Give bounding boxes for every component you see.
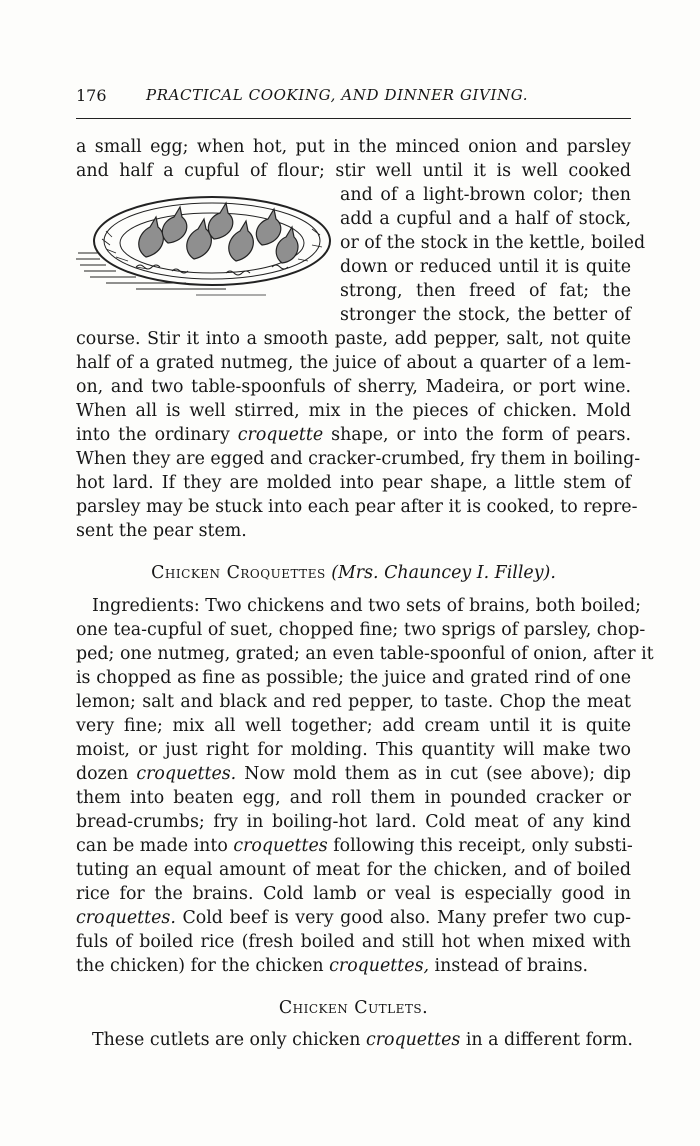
body-line-9: course. Stir it into a smooth paste, add pepper, salt, not quite: [76, 329, 631, 349]
recipe-line-13: rice for the brains. Cold lamb or veal is especially good in: [76, 884, 631, 904]
header-rule: [76, 118, 631, 119]
recipe-line-10: bread-crumbs; fry in boiling-hot lard. Cold meat of any kind: [76, 812, 631, 832]
body-line-4: add a cupful and a half of stock,: [340, 209, 631, 229]
recipe-line-11: [76, 834, 631, 858]
recipe-line-3: ped; one nutmeg, grated; an even table-spoonful of onion, after it: [76, 644, 654, 664]
body-line-3: and of a light-brown color; then: [340, 185, 631, 205]
cutlets-text: in a different form.: [460, 1030, 633, 1050]
section-heading-chicken-cutlets: [76, 996, 631, 1020]
recipe-text: Now mold them as in cut (see above); dip: [236, 764, 631, 784]
recipe-text: can be made into: [76, 836, 234, 856]
body-text: into the ordinary: [76, 425, 238, 445]
recipe-text: instead of brains.: [429, 956, 589, 976]
body-text-italic: croquette: [237, 425, 324, 445]
recipe-text-italic: croquettes.: [136, 764, 237, 784]
body-line-12: When all is well stirred, mix in the pieces of chicken. Mold: [76, 401, 631, 421]
page-header: [76, 86, 631, 112]
recipe-line-8: [76, 762, 631, 786]
section-attribution: (Mrs. Chauncey I. Filley).: [331, 563, 556, 583]
page-number: 176: [76, 86, 107, 105]
recipe-text: the chicken) for the chicken: [76, 956, 330, 976]
cutlets-line-1: [92, 1028, 633, 1052]
recipe-text: Cold beef is very good also. Many prefer two cup-: [175, 908, 631, 928]
body-line-7: strong, then freed of fat; the: [340, 281, 631, 301]
body-line-6: down or reduced until it is quite: [340, 257, 631, 277]
recipe-text-italic: croquettes: [233, 836, 328, 856]
body-line-16: parsley may be stuck into each pear after it is cooked, to repre-: [76, 497, 638, 517]
recipe-text: dozen: [76, 764, 137, 784]
plate-of-pear-shaped-croquettes-engraving: [76, 183, 332, 311]
body-text: shape, or into the form of pears.: [323, 425, 631, 445]
body-line-5: or of the stock in the kettle, boiled: [340, 233, 646, 253]
recipe-line-16: [76, 954, 588, 978]
section-title: Chicken Cutlets.: [278, 998, 429, 1018]
body-line-8: stronger the stock, the better of: [340, 305, 631, 325]
recipe-text-italic: croquettes.: [76, 908, 176, 928]
recipe-line-12: tuting an equal amount of meat for the chicken, and of boiled: [76, 860, 631, 880]
running-title: PRACTICAL COOKING, AND DINNER GIVING.: [146, 86, 529, 104]
body-line-11: on, and two table-spoonfuls of sherry, Madeira, or port wine.: [76, 377, 631, 397]
body-line-14: When they are egged and cracker-crumbed, fry them in boiling-: [76, 449, 641, 469]
body-line-13: [76, 423, 631, 447]
body-line-15: hot lard. If they are molded into pear shape, a little stem of: [76, 473, 631, 493]
recipe-line-1: Ingredients: Two chickens and two sets of brains, both boiled;: [92, 596, 641, 616]
recipe-line-6: very fine; mix all well together; add cream until it is quite: [76, 716, 631, 736]
recipe-line-15: fuls of boiled rice (fresh boiled and still hot when mixed with: [76, 932, 631, 952]
section-title: Chicken Croquettes: [151, 563, 326, 583]
recipe-line-5: lemon; salt and black and red pepper, to taste. Chop the meat: [76, 692, 631, 712]
body-line-2: and half a cupful of flour; stir well until it is well cooked: [76, 161, 631, 181]
body-line-10: half of a grated nutmeg, the juice of about a quarter of a lem-: [76, 353, 631, 373]
recipe-line-9: them into beaten egg, and roll them in pounded cracker or: [76, 788, 631, 808]
body-line-17: sent the pear stem.: [76, 521, 247, 541]
cutlets-text-italic: croquettes: [365, 1030, 461, 1050]
recipe-text-italic: croquettes,: [329, 956, 430, 976]
recipe-line-7: moist, or just right for molding. This quantity will make two: [76, 740, 631, 760]
section-heading-chicken-croquettes: [76, 561, 631, 585]
cutlets-text: These cutlets are only chicken: [92, 1030, 366, 1050]
recipe-line-2: one tea-cupful of suet, chopped fine; two sprigs of parsley, chop-: [76, 620, 646, 640]
recipe-line-14: [76, 906, 631, 930]
body-line-1: a small egg; when hot, put in the minced onion and parsley: [76, 137, 631, 157]
recipe-text: following this receipt, only substi-: [327, 836, 633, 856]
recipe-line-4: is chopped as fine as possible; the juice and grated rind of one: [76, 668, 631, 688]
